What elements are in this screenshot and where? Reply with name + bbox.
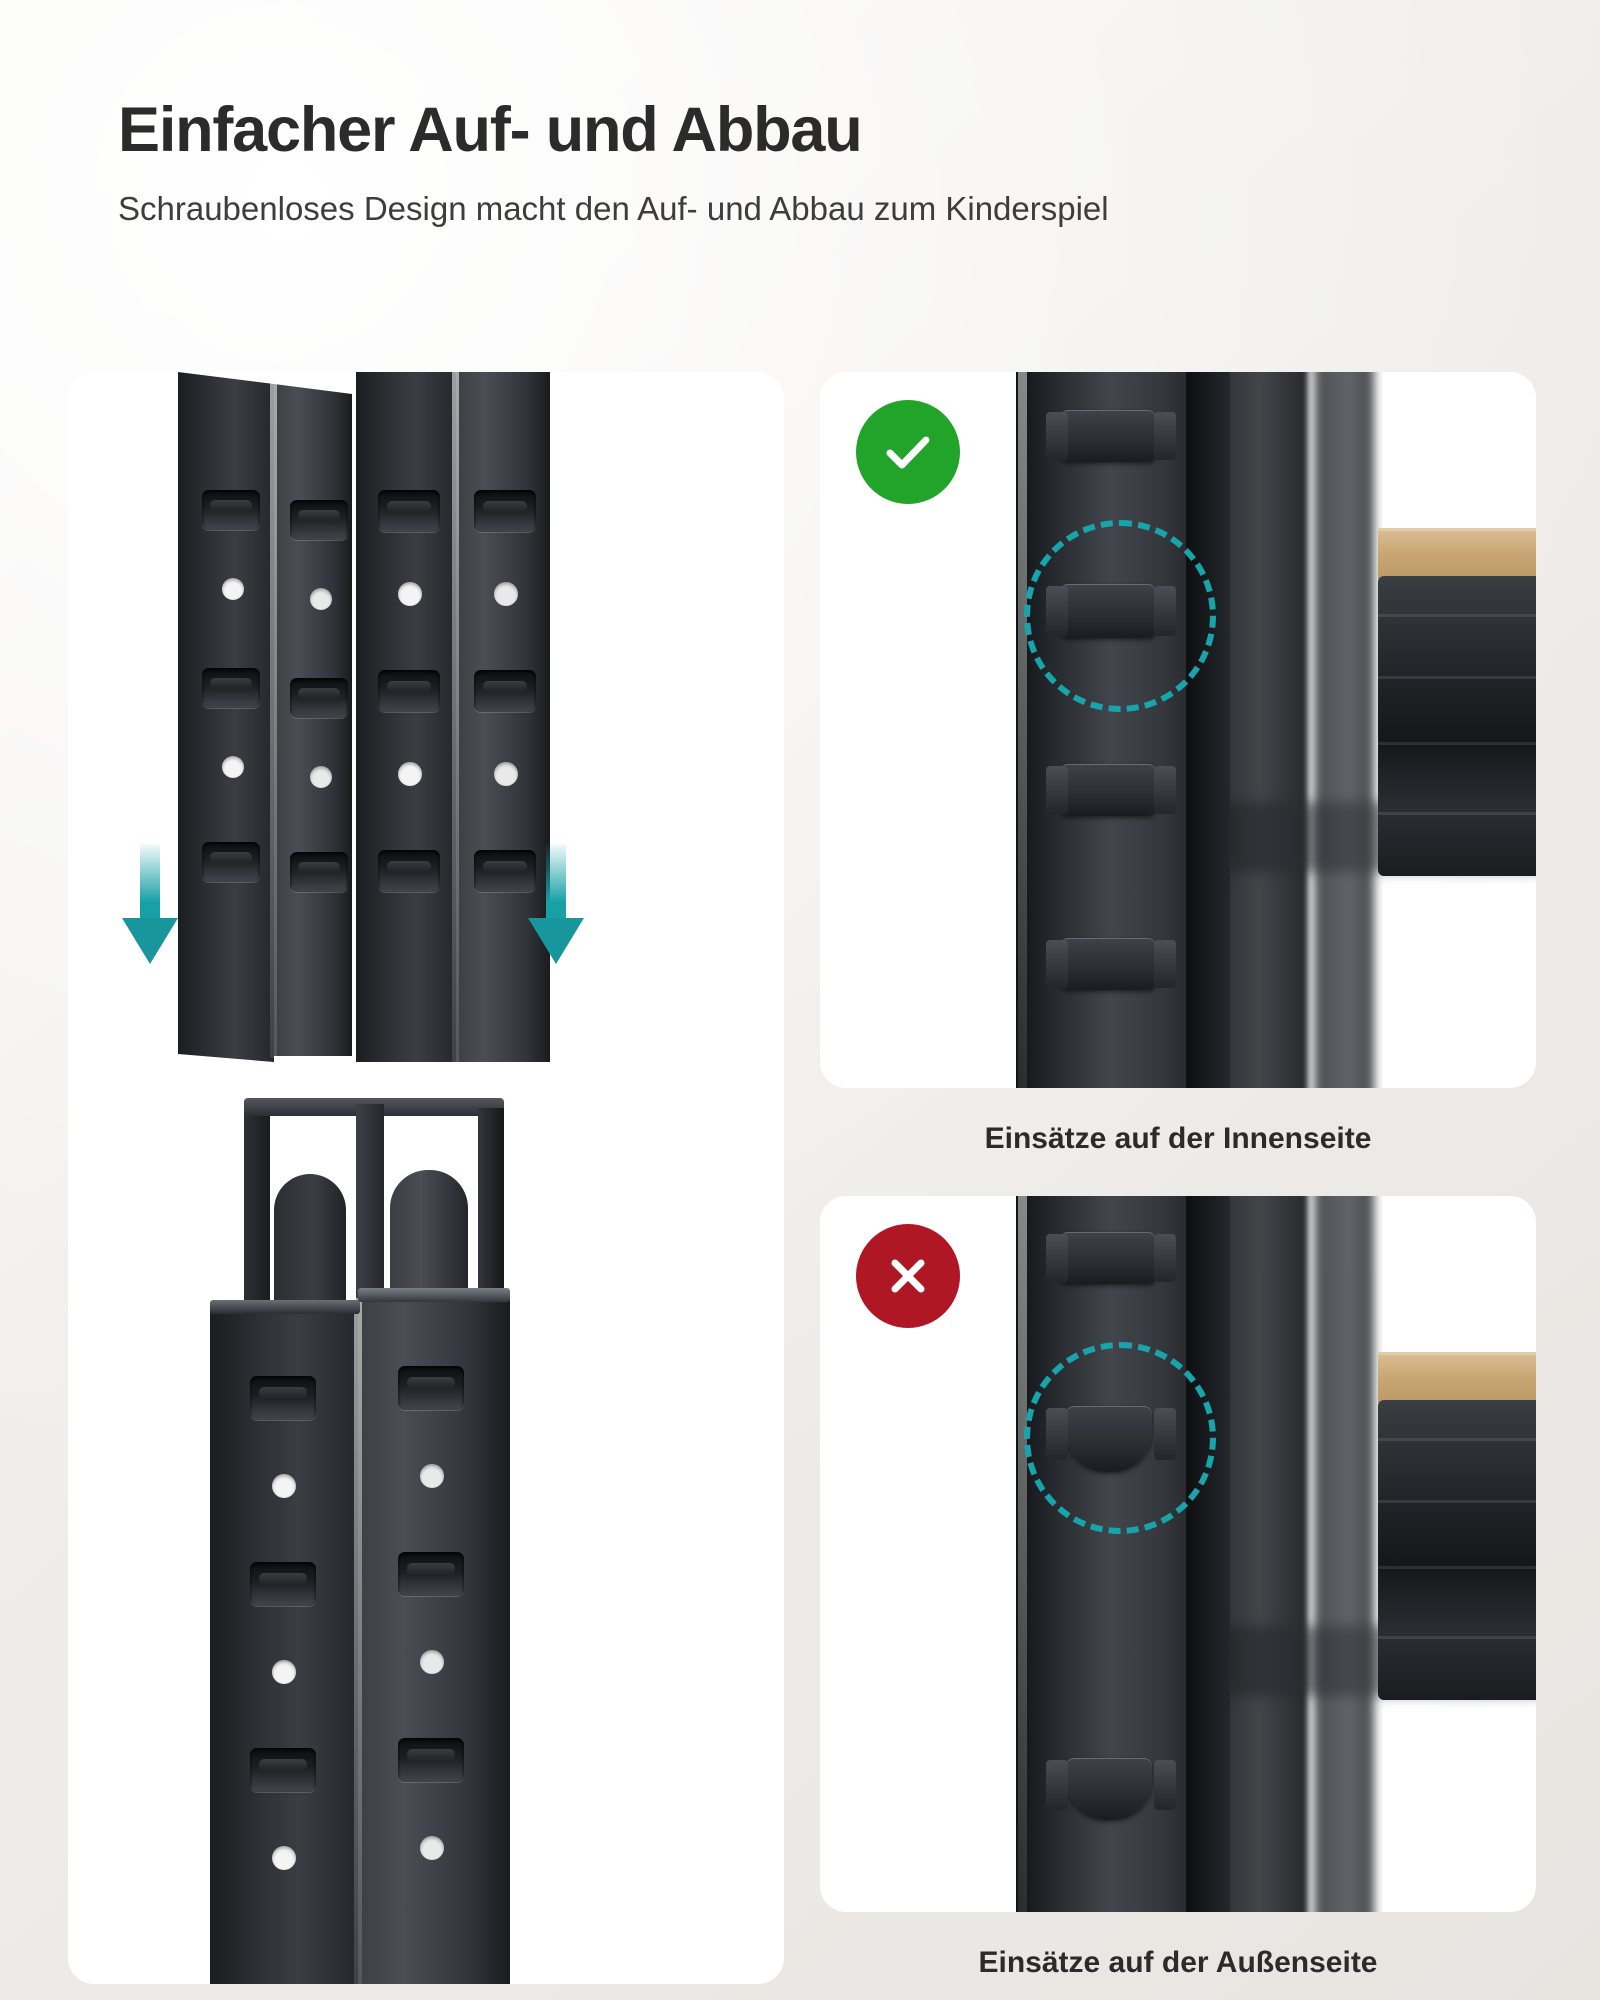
highlight-circle — [1024, 520, 1216, 712]
post-slot — [202, 490, 260, 530]
arrow-shaft — [546, 844, 566, 922]
post-lower-cap-left — [210, 1300, 360, 1314]
post-edge-highlight — [354, 1298, 362, 1984]
check-badge — [856, 400, 960, 504]
insert-side-wall — [1046, 412, 1068, 460]
post-face-right — [274, 384, 352, 1056]
insert-side-wall — [1154, 1760, 1176, 1810]
post-slot — [398, 1552, 464, 1596]
post-slot — [250, 1562, 316, 1606]
post-hole — [222, 578, 244, 600]
post-slot — [290, 500, 348, 540]
post-slot — [474, 850, 536, 892]
post-slot — [290, 678, 348, 718]
post-assembly-joined — [168, 1084, 588, 1984]
post-slot — [398, 1366, 464, 1410]
beam-rib — [1378, 1438, 1536, 1441]
post-edge-highlight — [270, 382, 277, 1058]
insert-side-wall — [1046, 766, 1068, 814]
post-upper-right — [356, 372, 586, 1078]
bracket-right-wall — [478, 1108, 504, 1308]
card-assembly-demo — [68, 372, 784, 1984]
caption-inserts-outside: Einsätze auf der Außenseite — [978, 1946, 1378, 1979]
post-face-left — [178, 372, 274, 1062]
check-icon — [878, 422, 938, 482]
bracket-mid-wall — [356, 1104, 384, 1308]
post-face-left — [356, 372, 456, 1062]
post-hole — [272, 1846, 296, 1870]
post-hole — [420, 1464, 444, 1488]
post-slot — [378, 850, 440, 892]
post-hole — [420, 1836, 444, 1860]
beam-rib — [1378, 812, 1536, 815]
close-icon — [879, 1247, 937, 1305]
post-slot — [474, 490, 536, 532]
post-edge-highlight — [452, 372, 459, 1062]
post-hole — [398, 762, 422, 786]
insert-side-wall — [1046, 1234, 1068, 1282]
background-post-blur-far — [1314, 1196, 1374, 1912]
beam-rib — [1378, 742, 1536, 745]
shelf-board — [1378, 1352, 1536, 1403]
post-edge-highlight — [1018, 372, 1027, 1088]
highlight-circle — [1024, 1342, 1216, 1534]
post-slot — [250, 1748, 316, 1792]
post-hole — [310, 766, 332, 788]
post-slot — [290, 852, 348, 892]
post-lower-cap-right — [358, 1288, 510, 1302]
post-upper-left — [178, 372, 378, 1080]
insert-correct — [1060, 938, 1156, 990]
card-inserts-outside — [820, 1196, 1536, 1912]
insert-correct — [1060, 410, 1156, 462]
post-slot — [398, 1738, 464, 1782]
post-hole — [494, 762, 518, 786]
insert-side-wall — [1046, 1760, 1068, 1810]
bracket-tongue-left — [274, 1174, 346, 1314]
beam-rib — [1378, 614, 1536, 617]
post-slot — [202, 668, 260, 708]
post-side-shadow — [1186, 372, 1230, 1088]
header — [118, 96, 1318, 233]
background-post-blur-far — [1314, 372, 1374, 1088]
insert-correct — [1060, 764, 1156, 816]
insert-incorrect — [1060, 1232, 1156, 1284]
insert-side-wall — [1154, 940, 1176, 988]
post-hole — [272, 1474, 296, 1498]
page-subtitle: Schraubenloses Design macht den Auf- und Abbau zum Kinderspiel — [118, 190, 1109, 228]
card-inserts-inside — [820, 372, 1536, 1088]
shelf-board — [1378, 528, 1536, 579]
bracket-left-wall — [244, 1108, 270, 1308]
post-hole — [272, 1660, 296, 1684]
insert-side-wall — [1154, 412, 1176, 460]
caption-inserts-inside: Einsätze auf der Innenseite — [984, 1122, 1372, 1155]
page-title: Einfacher Auf- und Abbau — [118, 95, 862, 165]
post-slot — [474, 670, 536, 712]
post-side-shadow — [1186, 1196, 1230, 1912]
insert-side-wall — [1154, 766, 1176, 814]
post-slot — [202, 842, 260, 882]
cross-badge — [856, 1224, 960, 1328]
insert-side-wall — [1046, 940, 1068, 988]
arrow-head — [122, 918, 178, 964]
beam-rib — [1378, 1500, 1536, 1503]
post-hole — [310, 588, 332, 610]
post-hole — [222, 756, 244, 778]
post-slot — [250, 1376, 316, 1420]
shelf-beam — [1378, 1400, 1536, 1700]
post-slot — [378, 490, 440, 532]
beam-rib — [1378, 676, 1536, 679]
beam-rib — [1378, 1566, 1536, 1569]
arrow-shaft — [140, 844, 160, 922]
insert-side-wall — [1154, 1234, 1176, 1282]
shelf-beam — [1378, 576, 1536, 876]
post-hole — [420, 1650, 444, 1674]
post-hole — [494, 582, 518, 606]
post-hole — [398, 582, 422, 606]
post-edge-highlight — [1018, 1196, 1027, 1912]
post-slot — [378, 670, 440, 712]
arrow-head — [528, 918, 584, 964]
beam-rib — [1378, 1636, 1536, 1639]
